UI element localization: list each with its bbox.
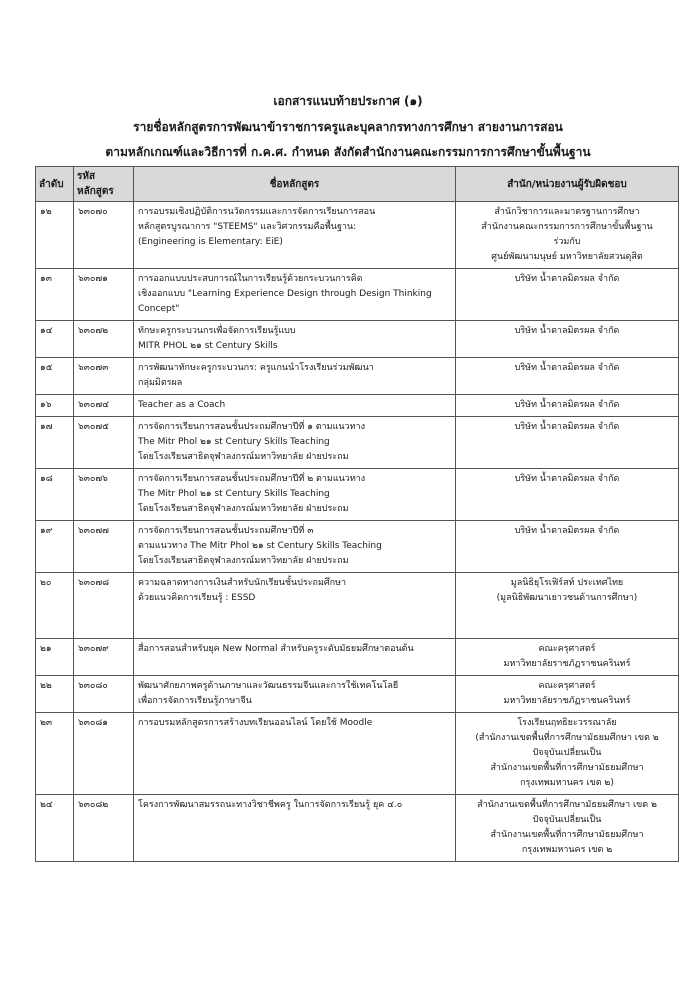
course-name-line: พัฒนาศักยภาพครูด้านภาษาและวัฒนธรรมจีนและการใช้เทคโนโลยี [138,681,399,691]
responsible-unit-line: ศูนย์พัฒนามนุษย์ มหาวิทยาลัยสวนดุสิต [491,252,643,262]
responsible-unit-line: บริษัท น้ำตาลมิตรผล จำกัด [514,526,620,536]
course-name [134,358,456,395]
course-code: ๖๓๐๗๓ [74,358,134,395]
row-number: ๑๖ [36,395,74,417]
responsible-unit-line: มหาวิทยาลัยราชภัฏราชนครินทร์ [503,696,631,706]
course-name-line: การอบรมเชิงปฏิบัติการนวัตกรรมและการจัดการเรียนการสอน [138,207,376,217]
table-row [36,202,679,269]
responsible-unit-line: (มูลนิธิพัฒนาเยาวชนด้านการศึกษา) [496,593,638,603]
course-code: ๖๓๐๗๘ [74,573,134,639]
course-name-line: The Mitr Phol ๒๑ st Century Skills Teaching [138,489,330,499]
responsible-unit [456,321,679,358]
responsible-unit-line: กรุงเทพมหานคร เขต ๒ [521,845,613,855]
course-name-line: การจัดการเรียนการสอนชั้นประถมศึกษาปีที่ ๑ ตามแนวทาง [138,422,365,432]
responsible-unit-line: โรงเรียนฤทธิยะวรรณาลัย [517,718,617,728]
row-number: ๒๔ [36,795,74,862]
course-code: ๖๓๐๗๔ [74,395,134,417]
responsible-unit-line: ปัจจุบันเปลี่ยนเป็น [532,748,602,758]
responsible-unit [456,573,679,639]
row-number: ๒๐ [36,573,74,639]
course-code: ๖๓๐๗๙ [74,639,134,676]
responsible-unit [456,639,679,676]
table-row [36,676,679,713]
course-name-line: โดยโรงเรียนสาธิตจุฬาลงกรณ์มหาวิทยาลัย ฝ่ายประถม [138,452,349,462]
row-number: ๑๕ [36,358,74,395]
table-row [36,358,679,395]
responsible-unit [456,795,679,862]
responsible-unit [456,469,679,521]
responsible-unit-line: สำนักงานเขตพื้นที่การศึกษามัธยมศึกษา [490,830,644,840]
course-code: ๖๓๐๗๗ [74,521,134,573]
table-row [36,713,679,795]
course-name-line: การพัฒนาทักษะครูกระบวนกร: ครูแกนนำโรงเรียนร่วมพัฒนา [138,363,374,373]
row-number: ๑๘ [36,469,74,521]
responsible-unit-line: ร่วมกับ [553,237,581,247]
document-title: เอกสารแนบท้ายประกาศ (๑) [273,94,423,108]
responsible-unit-line: บริษัท น้ำตาลมิตรผล จำกัด [514,474,620,484]
course-name [134,639,456,676]
course-name [134,417,456,469]
responsible-unit-line: บริษัท น้ำตาลมิตรผล จำกัด [514,400,620,410]
responsible-unit [456,358,679,395]
course-code: ๖๓๐๗๖ [74,469,134,521]
responsible-unit-line: บริษัท น้ำตาลมิตรผล จำกัด [514,326,620,336]
table-header-row [36,167,679,202]
responsible-unit-line: สำนักงานคณะกรรมการการศึกษาขั้นพื้นฐาน [481,222,653,232]
course-table [35,166,679,862]
course-code: ๖๓๐๘๑ [74,713,134,795]
header-no: ลำดับ [36,167,74,202]
course-name-line: เชิงออกแบบ "Learning Experience Design through Design Thinking [138,289,432,299]
document-subtitle-2: ตามหลักเกณฑ์และวิธีการที่ ก.ค.ศ. กำหนด สังกัดสำนักงานคณะกรรมการการศึกษาขั้นพื้นฐาน [105,145,591,159]
table-row [36,321,679,358]
course-name-line: หลักสูตรบูรณาการ "STEEMS" และวิศวกรรมคือพื้นฐาน: [138,222,357,232]
course-name-line: การจัดการเรียนการสอนชั้นประถมศึกษาปีที่ ๓ [138,526,314,536]
table-row [36,269,679,321]
course-name-line: Teacher as a Coach [138,400,226,410]
course-code: ๖๓๐๘๐ [74,676,134,713]
course-name-line: กลุ่มมิตรผล [138,378,183,388]
course-name-line: ความฉลาดทางการเงินสำหรับนักเรียนชั้นประถมศึกษา [138,578,347,588]
course-name-line: การออกแบบประสบการณ์ในการเรียนรู้ด้วยกระบวนการคิด [138,274,363,284]
course-name-line: ตามแนวทาง The Mitr Phol ๒๑ st Century Skills Teaching [138,541,382,551]
header-name: ชื่อหลักสูตร [134,167,456,202]
course-name [134,321,456,358]
responsible-unit-line: บริษัท น้ำตาลมิตรผล จำกัด [514,274,620,284]
course-name [134,395,456,417]
header-code: รหัสหลักสูตร [74,167,134,202]
course-code: ๖๓๐๗๒ [74,321,134,358]
row-number: ๑๒ [36,202,74,269]
responsible-unit-line: มูลนิธิยุโรเฟิร์สท์ ประเทศไทย [510,578,624,588]
table-row [36,795,679,862]
header-unit: สำนัก/หน่วยงานผู้รับผิดชอบ [456,167,679,202]
course-code: ๖๓๐๘๒ [74,795,134,862]
course-name [134,521,456,573]
course-name [134,269,456,321]
responsible-unit [456,395,679,417]
course-name [134,573,456,639]
responsible-unit [456,202,679,269]
course-code: ๖๓๐๗๑ [74,269,134,321]
row-number: ๑๓ [36,269,74,321]
course-name [134,676,456,713]
course-name [134,713,456,795]
responsible-unit-line: (สำนักงานเขตพื้นที่การศึกษามัธยมศึกษา เขต ๒ [475,733,659,743]
row-number: ๑๙ [36,521,74,573]
responsible-unit [456,417,679,469]
course-name-line: การอบรมหลักสูตรการสร้างบทเรียนออนไลน์ โดยใช้ Moodle [138,718,373,728]
course-code: ๖๓๐๗๐ [74,202,134,269]
course-name [134,202,456,269]
course-name-line: โดยโรงเรียนสาธิตจุฬาลงกรณ์มหาวิทยาลัย ฝ่ายประถม [138,556,349,566]
table-body [36,202,679,862]
responsible-unit [456,676,679,713]
document-subtitle: รายชื่อหลักสูตรการพัฒนาข้าราชการครูและบุคลากรทางการศึกษา สายงานการสอน [133,120,563,134]
table-row [36,469,679,521]
table-row [36,639,679,676]
course-name-line: ทักษะครูกระบวนกรเพื่อจัดการเรียนรู้แบบ [138,326,296,336]
row-number: ๒๑ [36,639,74,676]
responsible-unit-line: บริษัท น้ำตาลมิตรผล จำกัด [514,422,620,432]
course-name-line: โดยโรงเรียนสาธิตจุฬาลงกรณ์มหาวิทยาลัย ฝ่ายประถม [138,504,349,514]
course-name-line: The Mitr Phol ๒๑ st Century Skills Teaching [138,437,330,447]
row-number: ๑๔ [36,321,74,358]
course-name-line: MITR PHOL ๒๑ st Century Skills [138,341,278,351]
table-row [36,521,679,573]
course-name-line: ด้วยแนวคิดการเรียนรู้ : ESSD [138,593,256,603]
responsible-unit-line: ปัจจุบันเปลี่ยนเป็น [532,815,602,825]
course-name-line: (Engineering is Elementary: EiE) [138,237,283,247]
responsible-unit-line: คณะครุศาสตร์ [538,681,596,691]
course-code: ๖๓๐๗๕ [74,417,134,469]
course-name [134,469,456,521]
responsible-unit-line: สำนักงานเขตพื้นที่การศึกษามัธยมศึกษา [490,763,644,773]
course-name-line: Concept" [138,304,180,314]
row-number: ๑๗ [36,417,74,469]
course-name-line: การจัดการเรียนการสอนชั้นประถมศึกษาปีที่ ๒ ตามแนวทาง [138,474,366,484]
responsible-unit-line: บริษัท น้ำตาลมิตรผล จำกัด [514,363,620,373]
table-row [36,395,679,417]
responsible-unit [456,521,679,573]
table-row [36,573,679,639]
course-name-line: สื่อการสอนสำหรับยุค New Normal สำหรับครูระดับมัธยมศึกษาตอนต้น [138,644,414,654]
course-name-line: โครงการพัฒนาสมรรถนะทางวิชาชีพครู ในการจัดการเรียนรู้ ยุค ๔.๐ [138,800,403,810]
responsible-unit-line: มหาวิทยาลัยราชภัฏราชนครินทร์ [503,659,631,669]
responsible-unit-line: สำนักวิชาการและมาตรฐานการศึกษา [494,207,640,217]
row-number: ๒๓ [36,713,74,795]
table-row [36,417,679,469]
responsible-unit-line: กรุงเทพมหานคร เขต ๒) [520,778,614,788]
responsible-unit-line: สำนักงานเขตพื้นที่การศึกษามัธยมศึกษา เขต ๒ [477,800,657,810]
responsible-unit-line: คณะครุศาสตร์ [538,644,596,654]
responsible-unit [456,713,679,795]
course-name [134,795,456,862]
responsible-unit [456,269,679,321]
row-number: ๒๒ [36,676,74,713]
course-name-line: เพื่อการจัดการเรียนรู้ภาษาจีน [138,696,252,706]
